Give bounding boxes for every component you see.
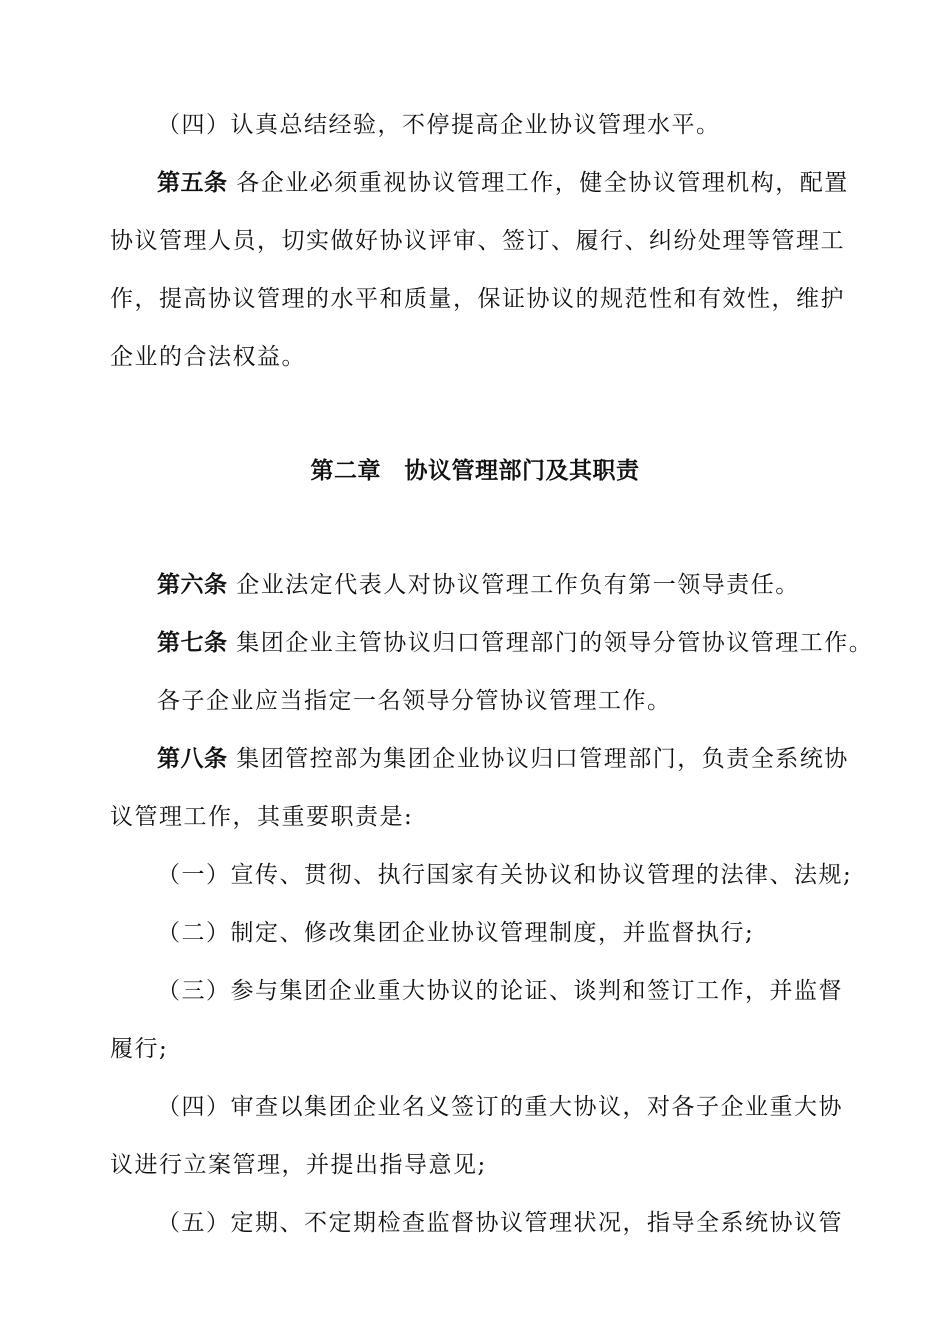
- duty-3-line-2: 履行;: [110, 1036, 169, 1062]
- article-6-heading: 第六条: [157, 572, 228, 598]
- article-5-text: 各企业必须重视协议管理工作，健全协议管理机构，配置: [227, 170, 849, 196]
- duty-4-line-2: 议进行立案管理，并提出指导意见;: [110, 1152, 487, 1178]
- article-5-line-3: 作，提高协议管理的水平和质量，保证协议的规范性和有效性，维护: [110, 286, 845, 312]
- duty-5-line-1: （五）定期、不定期检查监督协议管理状况，指导全系统协议管: [157, 1210, 843, 1236]
- article-7-heading: 第七条: [157, 630, 228, 656]
- duty-3-line-1: （三）参与集团企业重大协议的论证、谈判和签订工作，并监督: [157, 978, 843, 1004]
- article-8-text: 集团管控部为集团企业协议归口管理部门，负责全系统协: [227, 746, 849, 772]
- article-6-line: [157, 570, 850, 600]
- clause-4-line: （四）认真总结经验，不停提高企业协议管理水平。: [157, 112, 721, 138]
- article-6-text: 企业法定代表人对协议管理工作负有第一领导责任。: [227, 572, 800, 598]
- article-8-line-2: 议管理工作，其重要职责是:: [110, 804, 414, 830]
- article-7-text: 集团企业主管协议归口管理部门的领导分管协议管理工作。: [227, 630, 874, 656]
- article-8-line-1: [157, 744, 850, 774]
- article-5-line-2: 协议管理人员，切实做好协议评审、签订、履行、纠纷处理等管理工: [110, 228, 845, 254]
- article-5-line-1: [157, 168, 850, 198]
- article-5-line-4: 企业的合法权益。: [110, 344, 306, 370]
- chapter-2-title: 第二章 协议管理部门及其职责: [310, 458, 640, 484]
- duty-1-line: （一）宣传、贯彻、执行国家有关协议和协议管理的法律、法规;: [157, 862, 853, 888]
- article-7-line-1: [157, 628, 874, 658]
- article-8-heading: 第八条: [157, 746, 228, 772]
- article-5-heading: 第五条: [157, 170, 228, 196]
- duty-4-line-1: （四）审查以集团企业名义签订的重大协议，对各子企业重大协: [157, 1094, 843, 1120]
- article-7-line-2: 各子企业应当指定一名领导分管协议管理工作。: [157, 688, 672, 714]
- duty-2-line: （二）制定、修改集团企业协议管理制度，并监督执行;: [157, 920, 755, 946]
